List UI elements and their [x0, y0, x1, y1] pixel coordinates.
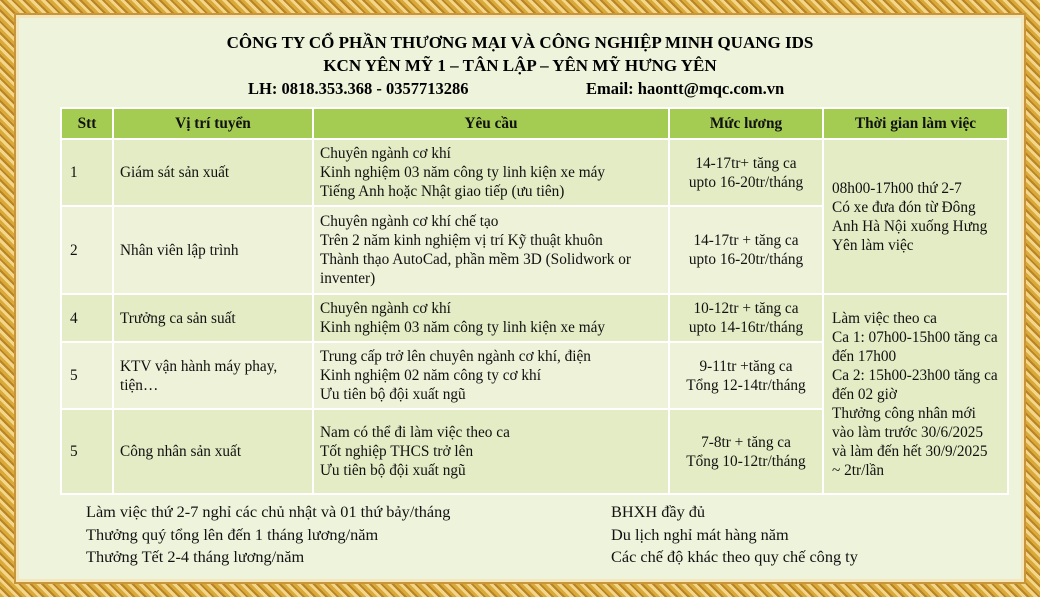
requirement-line: Trên 2 năm kinh nghiệm vị trí Kỹ thuật khuôn: [320, 232, 603, 249]
row-position: Nhân viên lập trình: [113, 206, 313, 294]
salary-line: upto 16-20tr/tháng: [688, 173, 804, 191]
row-requirements: [313, 206, 669, 294]
contact-phone: LH: 0818.353.368 - 0357713286: [248, 79, 469, 98]
salary-line: Tổng 12-14tr/tháng: [686, 376, 806, 394]
salary-line: 7-8tr + tăng ca: [701, 433, 791, 451]
company-name: CÔNG TY CỔ PHẦN THƯƠNG MẠI VÀ CÔNG NGHIỆP MINH QUANG IDS: [226, 33, 814, 52]
benefit-item: Làm việc thứ 2-7 nghỉ các chủ nhật và 01 thứ bảy/tháng: [86, 502, 451, 521]
jobs-table: [60, 107, 1009, 495]
company-header: [14, 31, 1026, 77]
row-requirements: [313, 294, 669, 342]
salary-line: upto 14-16tr/tháng: [688, 319, 804, 336]
time-line: Thưởng công nhân mới vào làm trước 30/6/2025 và làm đến hết 30/9/2025 ~ 2tr/lần: [832, 404, 988, 479]
salary-line: 14-17tr+ tăng ca: [695, 154, 797, 172]
benefit-item: Du lịch nghỉ mát hàng năm: [611, 524, 789, 544]
requirement-line: Ưu tiên bộ đội xuất ngũ: [320, 462, 466, 479]
table-row: [61, 294, 1008, 342]
row-position: Công nhân sản xuất: [113, 409, 313, 494]
benefits-left: [86, 501, 450, 569]
header-salary: Mức lương: [669, 108, 823, 139]
row-stt: 2: [61, 206, 113, 294]
salary-line: 10-12tr + tăng ca: [693, 300, 799, 317]
time-line: Ca 1: 07h00-15h00 tăng ca đến 17h00: [832, 328, 998, 365]
benefit-item: Thưởng Tết 2-4 tháng lương/năm: [86, 547, 305, 566]
row-salary: [669, 139, 823, 206]
requirement-line: Kinh nghiệm 03 năm công ty linh kiện xe máy: [320, 164, 606, 181]
table-row: [61, 139, 1008, 206]
requirement-line: Kinh nghiệm 03 năm công ty linh kiện xe máy: [320, 319, 606, 336]
benefit-item: Các chế độ khác theo quy chế công ty: [611, 547, 858, 566]
header-stt: Stt: [61, 108, 113, 139]
benefit-item: Thưởng quý tổng lên đến 1 tháng lương/năm: [86, 524, 379, 544]
benefits-right: [611, 501, 858, 569]
time-line: Có xe đưa đón từ Đông Anh Hà Nội xuống Hưng Yên làm việc: [832, 198, 988, 254]
header-working-time: Thời gian làm việc: [823, 108, 1008, 139]
row-stt: 4: [61, 294, 113, 342]
requirement-line: Chuyên ngành cơ khí: [320, 145, 451, 162]
requirement-line: Thành thạo AutoCad, phần mềm 3D (Solidwork or inventer): [320, 251, 631, 287]
requirement-line: Chuyên ngành cơ khí: [320, 300, 451, 317]
requirement-line: Tiếng Anh hoặc Nhật giao tiếp (ưu tiên): [320, 183, 565, 200]
time-line: Ca 2: 15h00-23h00 tăng ca đến 02 giờ: [832, 366, 998, 403]
requirement-line: Nam có thể đi làm việc theo ca: [320, 424, 510, 441]
company-address: KCN YÊN MỸ 1 – TÂN LẬP – YÊN MỸ HƯNG YÊN: [323, 56, 717, 75]
requirement-line: Kinh nghiệm 02 năm công ty cơ khí: [320, 367, 541, 384]
header-position: Vị trí tuyển: [113, 108, 313, 139]
row-salary: [669, 342, 823, 409]
time-line: Làm việc theo ca: [832, 309, 937, 327]
row-position: Giám sát sản xuất: [113, 139, 313, 206]
salary-line: upto 16-20tr/tháng: [688, 251, 804, 268]
table-header-row: [61, 108, 1008, 139]
row-stt: 5: [61, 342, 113, 409]
row-position: KTV vận hành máy phay, tiện…: [113, 342, 313, 409]
row-requirements: [313, 139, 669, 206]
requirement-line: Trung cấp trở lên chuyên ngành cơ khí, điện: [320, 348, 591, 365]
row-salary: [669, 206, 823, 294]
requirement-line: Chuyên ngành cơ khí chế tạo: [320, 213, 499, 230]
time-line: 08h00-17h00 thứ 2-7: [832, 179, 962, 197]
salary-line: 9-11tr +tăng ca: [699, 357, 793, 375]
working-time-group-1: [823, 139, 1008, 294]
benefit-item: BHXH đầy đủ: [611, 502, 706, 521]
requirement-line: Ưu tiên bộ đội xuất ngũ: [320, 386, 466, 403]
working-time-group-2: [823, 294, 1008, 494]
row-stt: 5: [61, 409, 113, 494]
document-panel: [14, 13, 1026, 584]
salary-line: 14-17tr + tăng ca: [693, 232, 799, 249]
requirement-line: Tốt nghiệp THCS trở lên: [320, 443, 474, 460]
row-position: Trưởng ca sản suất: [113, 294, 313, 342]
contact-email: Email: haontt@mqc.com.vn: [586, 79, 785, 98]
row-salary: [669, 409, 823, 494]
salary-line: Tổng 10-12tr/tháng: [686, 452, 806, 470]
row-requirements: [313, 409, 669, 494]
row-stt: 1: [61, 139, 113, 206]
header-requirements: Yêu cầu: [313, 108, 669, 139]
row-salary: [669, 294, 823, 342]
row-requirements: [313, 342, 669, 409]
